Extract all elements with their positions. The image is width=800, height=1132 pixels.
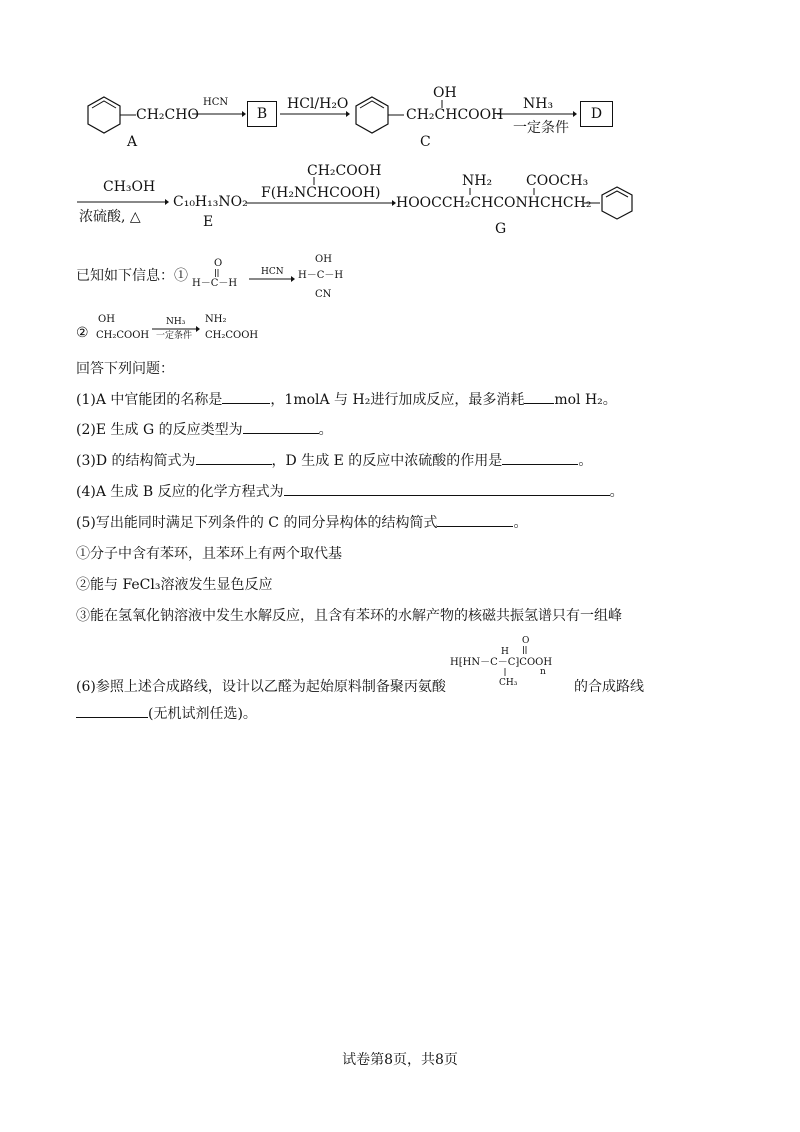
box-D: D xyxy=(580,101,613,127)
info-r1-arrow xyxy=(249,275,295,283)
answer-blank-1a[interactable] xyxy=(222,391,270,404)
question-6-c-line xyxy=(76,705,257,723)
question-1-part-a: (1)A 中官能团的名称是 xyxy=(76,392,223,408)
compound-G-chain: HOOCCH₂CHCONHCHCH₂ xyxy=(396,195,592,211)
page-footer: 试卷第8页，共8页 xyxy=(342,1052,458,1068)
answer-blank-5[interactable] xyxy=(437,514,513,527)
answer-blank-1b[interactable] xyxy=(524,391,554,404)
polymer-n: n xyxy=(540,667,546,677)
question-6-b: 的合成路线 xyxy=(574,679,644,695)
reagent-hcl-h2o: HCl/H₂O xyxy=(287,96,349,112)
compound-G-cooch3: COOCH₃ xyxy=(526,173,589,189)
reagent-h2so4: 浓硫酸, △ xyxy=(79,209,141,225)
question-2 xyxy=(76,421,333,439)
polymer-main: H⁅HN－C－C⁆COOH xyxy=(450,657,553,668)
compound-C-oh: OH xyxy=(433,85,457,101)
condition-1: ①分子中含有苯环，且苯环上有两个取代基 xyxy=(76,546,342,562)
answer-blank-2[interactable] xyxy=(243,421,319,434)
question-1-part-c: mol H₂。 xyxy=(554,392,617,408)
label-G: G xyxy=(495,221,507,237)
info-r1-cn: CN xyxy=(315,289,332,300)
info-r2-right: CH₂COOH xyxy=(205,330,259,341)
reagent-F-top: CH₂COOH xyxy=(307,163,382,179)
polymer-o: O xyxy=(522,636,530,646)
reagent-nh3: NH₃ xyxy=(523,96,554,112)
info-r1-o: O xyxy=(214,258,223,269)
arrow-E-G xyxy=(246,199,396,207)
polymer-ch3-bond xyxy=(504,668,506,678)
arrow-C-D xyxy=(497,110,577,118)
info-r1-oh: OH xyxy=(315,254,332,265)
question-3-part-b: ，D 生成 E 的反应中浓硫酸的作用是 xyxy=(271,453,503,469)
info-r2-left: CH₂COOH xyxy=(96,330,150,341)
reagent-ch3oh: CH₃OH xyxy=(103,179,156,195)
info-r2-nh2: NH₂ xyxy=(205,314,227,325)
label-E: E xyxy=(203,214,214,230)
question-1 xyxy=(76,391,617,409)
question-4-part-a: (4)A 生成 B 反应的化学方程式为 xyxy=(76,484,284,500)
question-2-part-b: 。 xyxy=(318,422,333,438)
reagent-hcn: HCN xyxy=(203,97,229,108)
benzene-ring-C xyxy=(352,95,392,135)
info-r1-left: H－C－H xyxy=(192,278,238,289)
info-r1-reagent: HCN xyxy=(261,267,284,277)
arrow-A-B xyxy=(192,110,246,118)
info-r2-reagent-top: NH₃ xyxy=(166,317,186,327)
reagent-condition: 一定条件 xyxy=(513,120,569,136)
info-r1-right: H－C－H xyxy=(298,270,344,281)
question-4-part-b: 。 xyxy=(609,484,624,500)
answer-blank-3a[interactable] xyxy=(196,452,272,465)
question-3 xyxy=(76,452,592,470)
question-5-part-b: 。 xyxy=(513,515,528,531)
reagent-F: F(H₂NCHCOOH) xyxy=(261,185,381,201)
answer-blank-4[interactable] xyxy=(284,483,610,496)
compound-E-formula: C₁₀H₁₃NO₂ xyxy=(173,194,248,210)
label-A: A xyxy=(127,134,138,150)
box-B: B xyxy=(247,101,277,127)
condition-3: ③能在氢氧化钠溶液中发生水解反应，且含有苯环的水解产物的核磁共振氢谱只有一组峰 xyxy=(76,608,622,624)
answer-blank-3b[interactable] xyxy=(502,452,578,465)
compound-C-chain: CH₂CHCOOH xyxy=(406,107,504,123)
compound-A-group: CH₂CHO xyxy=(136,107,199,123)
question-5 xyxy=(76,514,527,532)
info-r2-reagent-bottom: 一定条件 xyxy=(156,331,193,341)
question-1-part-b: ，1molA 与 H₂进行加成反应，最多消耗 xyxy=(270,392,525,408)
question-5-part-a: (5)写出能同时满足下列条件的 C 的同分异构体的结构简式 xyxy=(76,515,438,531)
question-6-part-c: (无机试剂任选)。 xyxy=(148,706,257,722)
polymer-h: H xyxy=(501,647,509,657)
compound-G-nh2: NH₂ xyxy=(462,173,493,189)
question-3-part-a: (3)D 的结构简式为 xyxy=(76,453,196,469)
info-r2-oh: OH xyxy=(98,314,115,325)
polymer-dbond xyxy=(523,646,527,656)
benzene-ring-G xyxy=(599,185,635,221)
question-6-a: (6)参照上述合成路线，设计以乙醛为起始原料制备聚丙氨酸 xyxy=(76,679,446,695)
info-intro: 已知如下信息：① xyxy=(76,268,188,284)
arrow-D-E xyxy=(77,198,169,206)
answer-prompt: 回答下列问题： xyxy=(76,361,174,377)
benzene-ring-A xyxy=(84,95,124,135)
polymer-ch3: CH₃ xyxy=(499,678,518,688)
question-2-part-a: (2)E 生成 G 的反应类型为 xyxy=(76,422,243,438)
info-r2-mark: ② xyxy=(76,325,89,341)
bond-C xyxy=(388,114,408,116)
question-4 xyxy=(76,483,624,501)
label-C: C xyxy=(420,134,431,150)
answer-blank-6[interactable] xyxy=(76,705,148,718)
question-3-part-c: 。 xyxy=(578,453,593,469)
arrow-B-C xyxy=(280,110,350,118)
condition-2: ②能与 FeCl₃溶液发生显色反应 xyxy=(76,577,273,593)
